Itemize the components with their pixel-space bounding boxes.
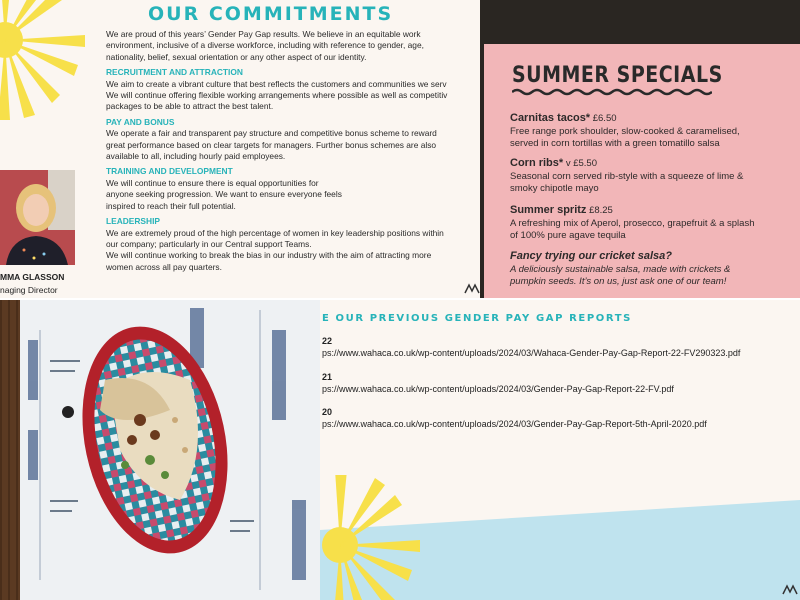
commitments-title: OUR COMMITMENTS [148, 3, 394, 25]
summer-specials-panel [480, 0, 800, 298]
menu-title: SUMMER SPECIALS [512, 62, 723, 88]
report-link[interactable]: ps://www.wahaca.co.uk/wp-content/uploads/2024/03/Wahaca-Gender-Pay-Gap-Report-22-FV290323.pdf [322, 348, 741, 358]
menu-item-price: £6.50 [592, 113, 617, 124]
report-year: 20 [322, 407, 333, 417]
menu-item-cricket-salsa [510, 250, 796, 289]
menu-card [484, 44, 800, 298]
commitments-body [106, 29, 478, 273]
section-line: our company; particularly in our Central support Teams. [106, 238, 312, 249]
menu-item-desc: A deliciously sustainable salsa, made with crickets & [510, 263, 731, 275]
section-line: great performance based on clear targets for managers. Further bonus schemes are also [106, 139, 437, 150]
menu-item-desc: pumpkin seeds. It’s on us, just ask one of our team! [510, 276, 727, 287]
menu-item-desc: Seasonal corn served rib-style with a squeeze of lime & [510, 170, 744, 182]
section-line: We are extremely proud of the high percentage of women in key leadership positions within [106, 227, 444, 238]
section-heading-training: TRAINING AND DEVELOPMENT [106, 166, 233, 177]
wahaca-logo-icon [782, 584, 798, 596]
section-line: We will continue to ensure there is equal opportunities for [106, 177, 319, 188]
menu-item-desc: Free range pork shoulder, slow-cooked & caramelised, [510, 125, 740, 137]
menu-item-desc: smoky chipotle mayo [510, 183, 599, 194]
section-line: inspired to reach their full potential. [106, 200, 236, 211]
food-photo-panel [0, 300, 320, 600]
report-link[interactable]: ps://www.wahaca.co.uk/wp-content/uploads/2024/03/Gender-Pay-Gap-Report-5th-April-2020.pdf [322, 419, 707, 429]
section-heading-leadership: LEADERSHIP [106, 216, 160, 227]
commitments-panel [0, 0, 480, 298]
menu-item-corn-ribs [510, 157, 796, 196]
menu-item-price: v £5.50 [565, 158, 597, 169]
reports-title: E OUR PREVIOUS GENDER PAY GAP REPORTS [322, 313, 632, 324]
section-line: We aim to create a vibrant culture that best reflects the customers and communities we serv [106, 78, 447, 89]
menu-item-name: Corn ribs* [510, 157, 564, 169]
menu-item-desc: A refreshing mix of Aperol, prosecco, grapefruit & a splash [510, 217, 755, 229]
intro-line: We are proud of this years’ Gender Pay Gap results. We believe in an equitable work [106, 29, 421, 39]
section-line: We operate a fair and transparent pay structure and competitive bonus scheme to reward [106, 128, 437, 139]
director-role: naging Director [0, 285, 58, 295]
menu-item-name: Summer spritz [510, 204, 587, 216]
sun-decoration-icon [320, 475, 440, 600]
previous-reports-panel [320, 300, 800, 600]
intro-line: nationality, belief, sexual orientation or any other aspect of our identity. [106, 51, 367, 62]
menu-item-price: £8.25 [589, 205, 613, 216]
report-link[interactable]: ps://www.wahaca.co.uk/wp-content/uploads/2024/03/Gender-Pay-Gap-Report-22-FV.pdf [322, 384, 674, 394]
taco-basket-photo-icon [0, 300, 320, 600]
report-year: 21 [322, 372, 333, 382]
menu-item-desc: of 100% pure agave tequila [510, 230, 626, 241]
section-line: We will continue working to break the bias in our industry with the aim of attracting more [106, 250, 432, 261]
menu-item-desc: served in corn tortillas with a green tomatillo salsa [510, 138, 720, 149]
menu-item-summer-spritz [510, 204, 796, 243]
section-heading-pay: PAY AND BONUS [106, 116, 175, 127]
director-name: MMA GLASSON [0, 272, 65, 282]
wavy-divider-icon [512, 88, 712, 96]
section-heading-recruitment: RECRUITMENT AND ATTRACTION [106, 67, 243, 78]
wahaca-logo-icon [464, 283, 480, 295]
section-line: women across all pay quarters. [106, 261, 222, 272]
director-photo [0, 170, 75, 265]
menu-item-name: Carnitas tacos* [510, 112, 591, 124]
intro-line: environment, inclusive of a diverse workforce, including with reference to gender, age, [106, 40, 424, 51]
sun-decoration-icon [0, 0, 100, 130]
section-line: We will continue offering flexible working arrangements where possible as well as competitiv [106, 90, 448, 101]
section-line: available to all, including hourly paid employees. [106, 151, 286, 162]
menu-item-name: Fancy trying our cricket salsa? [510, 250, 673, 262]
person-portrait-icon [0, 170, 75, 265]
section-line: packages to be able to attract the best talent. [106, 101, 274, 112]
section-line: anyone seeking progression. We want to ensure everyone feels [106, 189, 342, 200]
menu-item-carnitas [510, 112, 796, 151]
report-year: 22 [322, 336, 333, 346]
